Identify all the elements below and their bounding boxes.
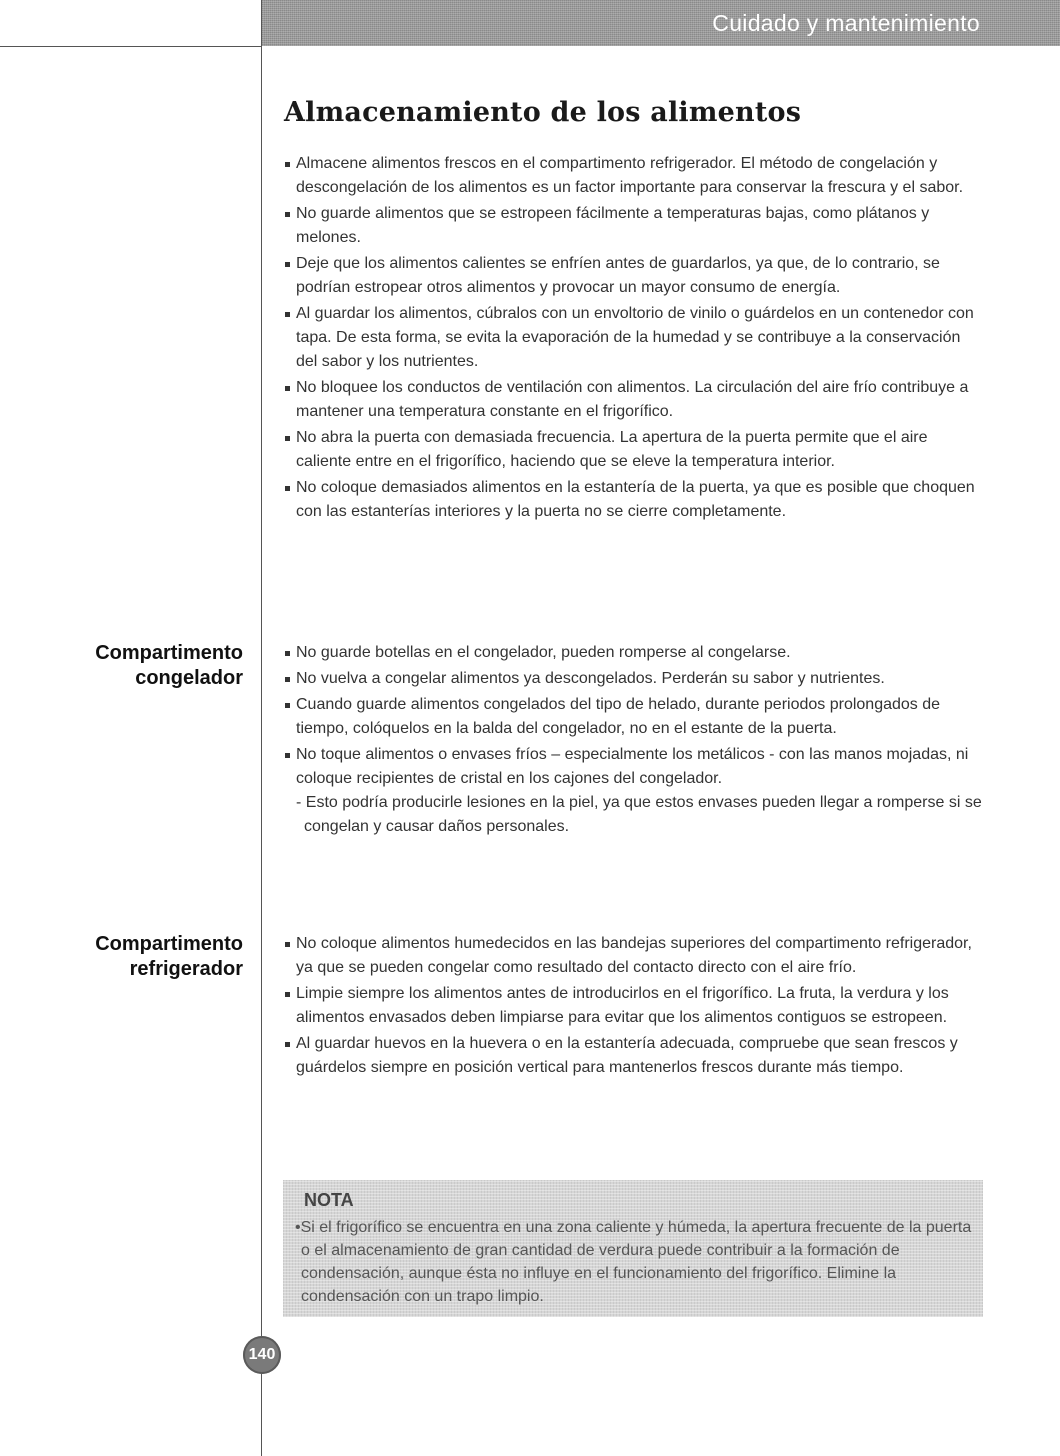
top-rule — [0, 46, 262, 47]
fridge-heading-line1: Compartimento — [95, 933, 243, 955]
list-item: No vuelva a congelar alimentos ya descongelados. Perderán su sabor y nutrientes. — [284, 667, 984, 691]
note-text: •Si el frigorífico se encuentra en una zona caliente y húmeda, la apertura frecuente de la puerta o el almacenamiento de gran cantidad de verdura puede contribuir a la formación de condensación, aunque ésta no influye en el funcionamiento del frigorífico. Elimine la condensación con un trapo limpio. — [295, 1219, 972, 1305]
storage-tips-list — [284, 152, 984, 526]
list-item: Almacene alimentos frescos en el compartimento refrigerador. El método de congelación y descongelación de los alimentos es un factor importante para conservar la frescura y el sabor. — [284, 152, 984, 200]
freezer-heading-line2: congelador — [135, 667, 243, 689]
margin-rule — [261, 0, 262, 1456]
list-item: Cuando guarde alimentos congelados del tipo de helado, durante periodos prolongados de tiempo, colóquelos en la balda del congelador, no en el estante de la puerta. — [284, 693, 984, 741]
list-item — [284, 743, 984, 839]
page-title: Almacenamiento de los alimentos — [284, 97, 802, 128]
note-box — [283, 1180, 983, 1317]
list-item: No guarde botellas en el congelador, pueden romperse al congelarse. — [284, 641, 984, 665]
fridge-heading — [95, 932, 243, 982]
section-title: Cuidado y mantenimiento — [712, 10, 980, 36]
freezer-heading — [95, 641, 243, 691]
list-item: No coloque alimentos humedecidos en las bandejas superiores del compartimento refrigerador, ya que se pueden congelar como resultado del contacto directo con el aire frío. — [284, 932, 984, 980]
freezer-heading-line1: Compartimento — [95, 642, 243, 664]
page-number-badge: 140 — [243, 1336, 281, 1374]
list-item-text: No toque alimentos o envases fríos – especialmente los metálicos - con las manos mojadas, ni coloque recipientes de cristal en los cajones del congelador. — [296, 746, 969, 787]
list-item: No guarde alimentos que se estropeen fácilmente a temperaturas bajas, como plátanos y melones. — [284, 202, 984, 250]
list-item: No coloque demasiados alimentos en la estantería de la puerta, ya que es posible que choquen con las estanterías interiores y la puerta no se cierre completamente. — [284, 476, 984, 524]
freezer-tips-list — [284, 641, 984, 841]
list-item: Al guardar los alimentos, cúbralos con un envoltorio de vinilo o guárdelos en un contenedor con tapa. De esta forma, se evita la evaporación de la humedad y se contribuye a la conservación del sabor y los nutrientes. — [284, 302, 984, 374]
section-header-band — [262, 0, 1060, 46]
list-item: Al guardar huevos en la huevera o en la estantería adecuada, compruebe que sean frescos y guárdelos siempre en posición vertical para mantenerlos frescos durante más tiempo. — [284, 1032, 984, 1080]
list-item: Limpie siempre los alimentos antes de introducirlos en el frigorífico. La fruta, la verdura y los alimentos envasados deben limpiarse para evitar que los alimentos contiguos se estropeen. — [284, 982, 984, 1030]
list-item: No bloquee los conductos de ventilación con alimentos. La circulación del aire frío contribuye a mantener una temperatura constante en el frigorífico. — [284, 376, 984, 424]
note-title: NOTA — [304, 1190, 354, 1210]
list-item: Deje que los alimentos calientes se enfríen antes de guardarlos, ya que, de lo contrario, se podrían estropear otros alimentos y provocar un mayor consumo de energía. — [284, 252, 984, 300]
fridge-heading-line2: refrigerador — [129, 958, 243, 980]
list-item: No abra la puerta con demasiada frecuencia. La apertura de la puerta permite que el aire caliente entre en el frigorífico, haciendo que se eleve la temperatura interior. — [284, 426, 984, 474]
fridge-tips-list — [284, 932, 984, 1082]
freezer-sub-note: - Esto podría producirle lesiones en la piel, ya que estos envases pueden llegar a romperse si se congelan y causar daños personales. — [296, 794, 982, 835]
